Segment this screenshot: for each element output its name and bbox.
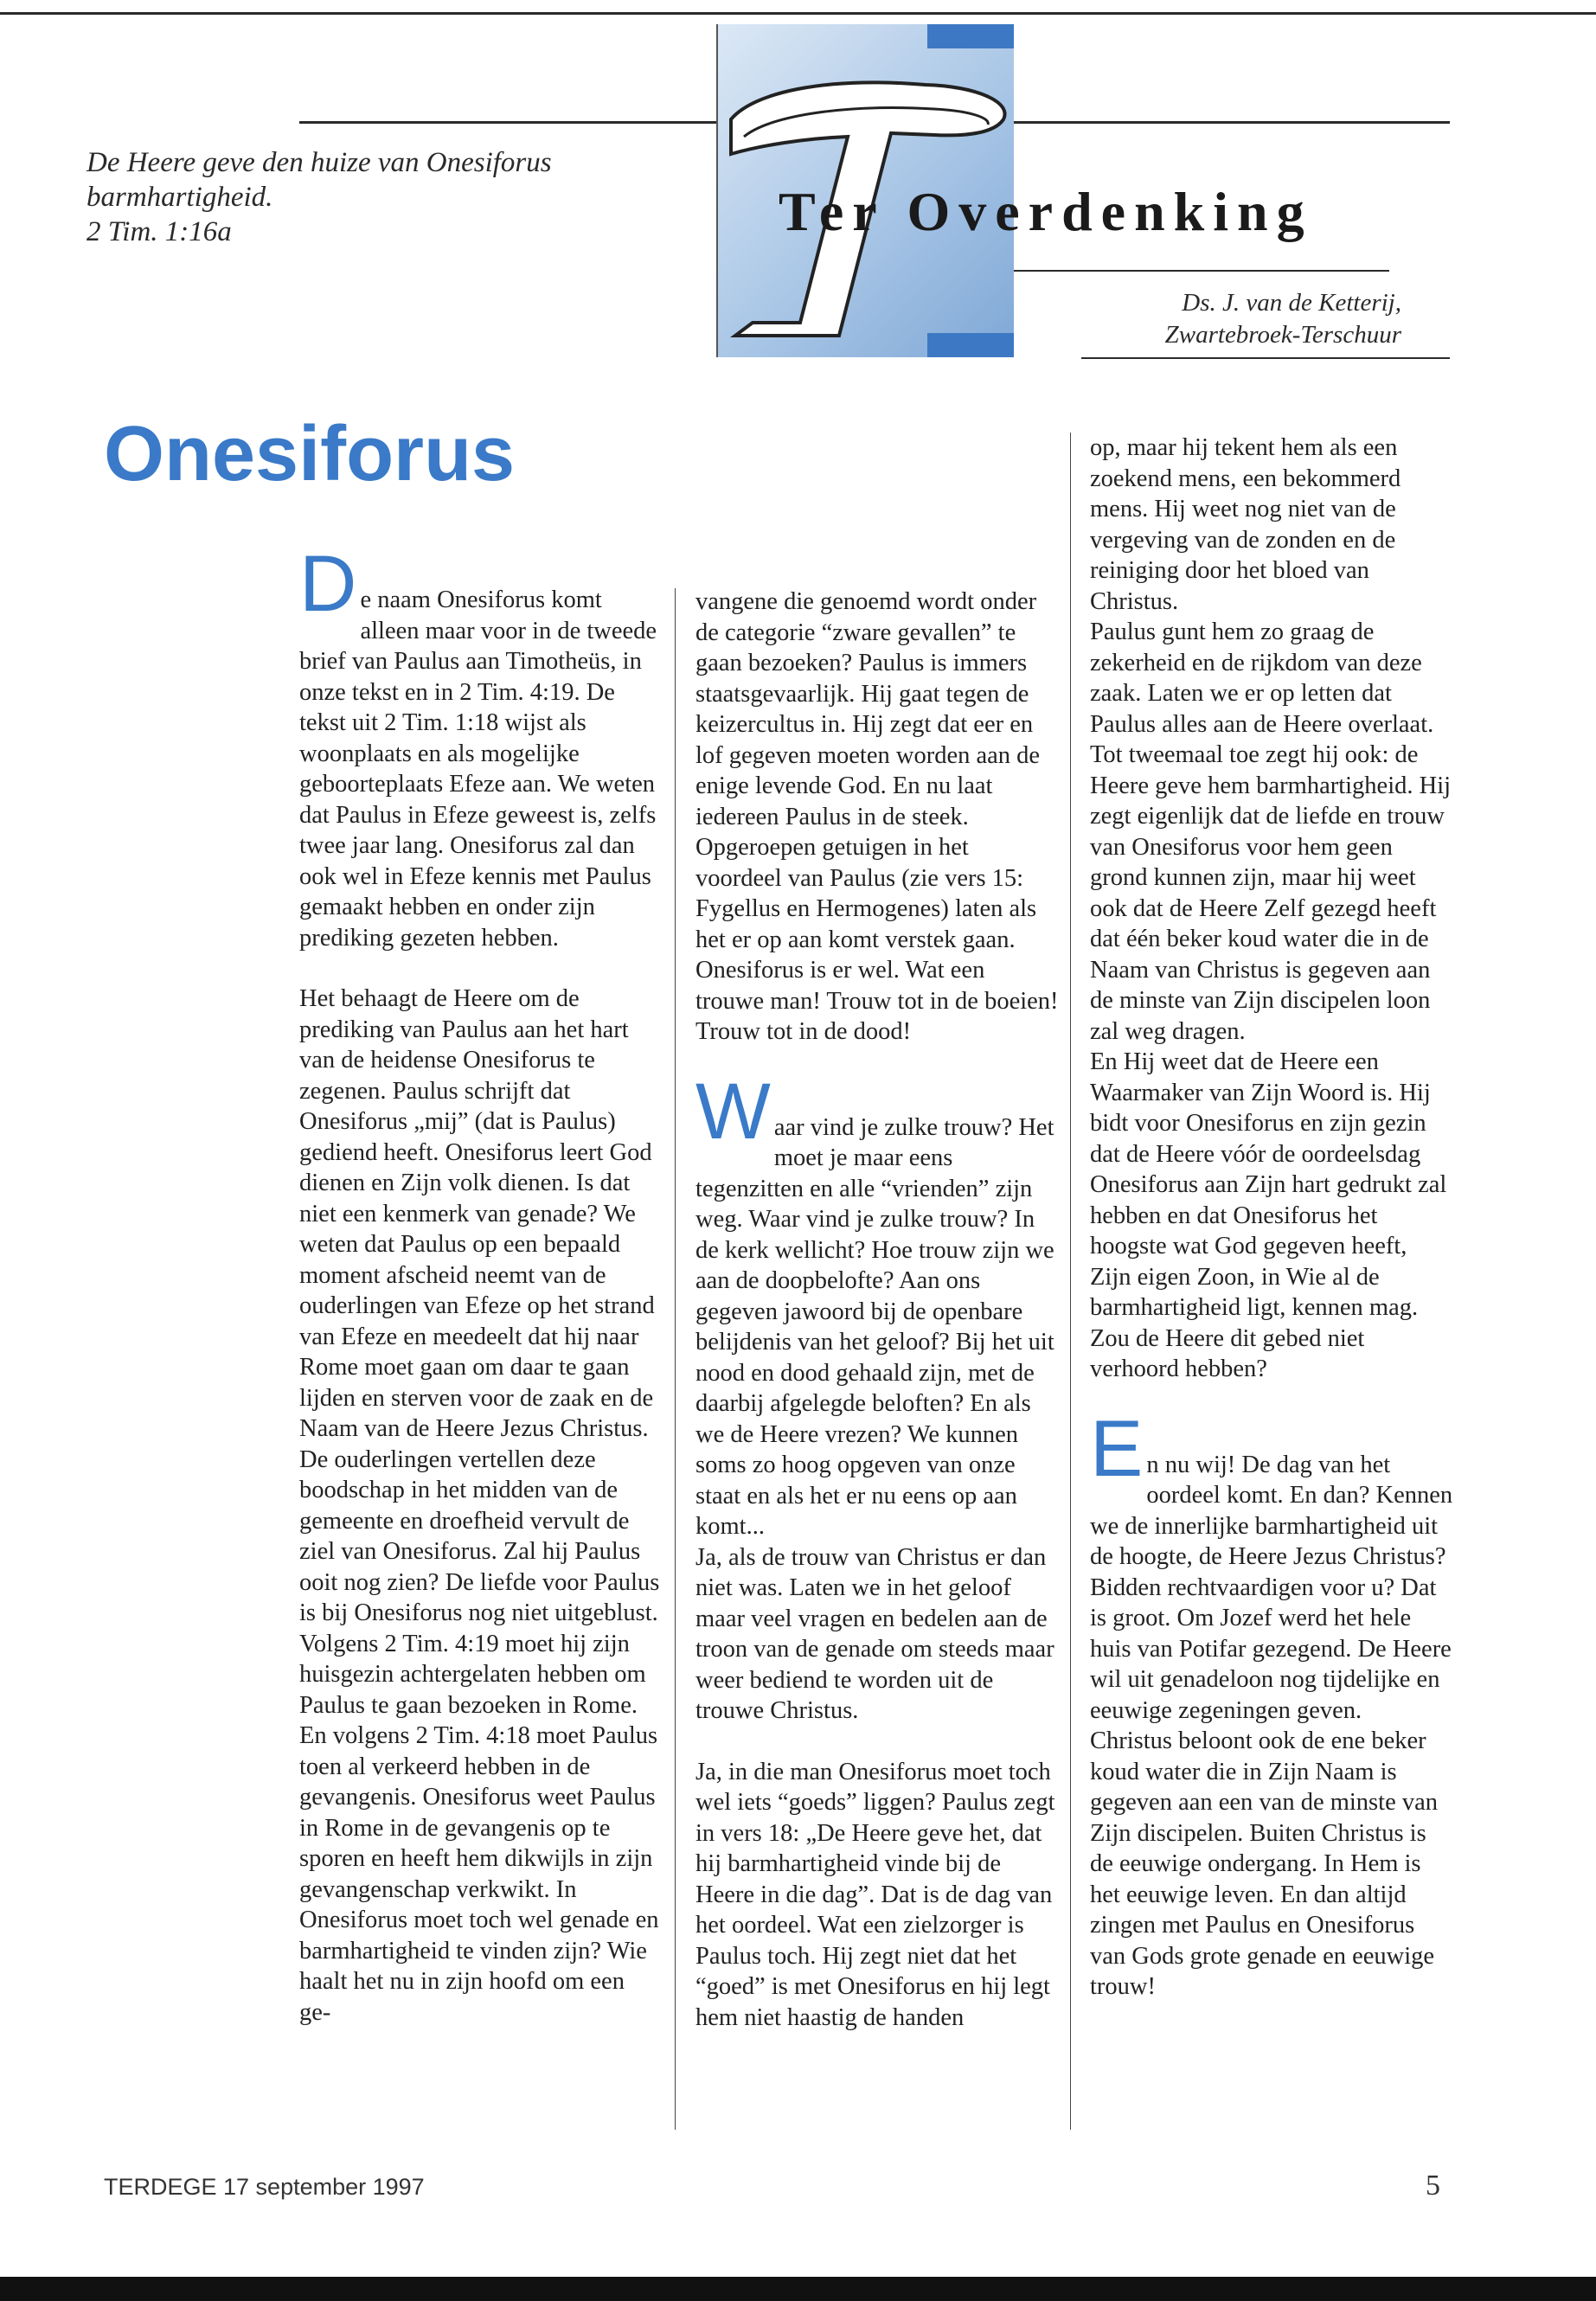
quote-line: De Heere geve den huize van Onesiforus — [87, 147, 552, 178]
column-divider — [675, 588, 676, 2130]
paragraph: Paulus gunt hem zo graag de zekerheid en de rijkdom van deze zaak. Laten we er op letten dat Paulus alles aan de Heere overlaat. Tot tweemaal toe zegt hij ook: de Heere geve hem barmhartigheid. Hij zegt eigenlijk dat de liefde en trouw van Onesiforus voor hem geen grond kunnen zijn, maar hij weet ook dat de Heere Zelf gezegd heeft dat één beker koud water die in de Naam van Christus is gegeven aan de minste van Zijn discipelen loon zal weg dragen. — [1090, 619, 1452, 1045]
column-divider — [1070, 433, 1071, 2130]
paragraph — [299, 540, 661, 953]
epigraph-quote — [87, 145, 709, 249]
paragraph — [1090, 1404, 1453, 1573]
drop-cap: D — [299, 540, 357, 628]
header-rule-left — [299, 121, 718, 124]
series-title: Ter Overdenking — [779, 181, 1313, 242]
paragraph: Christus beloont ook de ene beker koud water die in Zijn Naam is gegeven aan een van de minste van Zijn discipelen. Buiten Christus is de eeuwige ondergang. In Hem is het eeuwige leven. En dan altijd zingen met Paulus en Onesiforus van Gods grote genade en eeuwige trouw! — [1090, 1727, 1438, 2000]
drop-cap: W — [695, 1067, 771, 1156]
paragraph: En Hij weet dat de Heere een Waarmaker van Zijn Woord is. Hij bidt voor Onesiforus en zijn gezin dat de Heere vóór de oordeelsdag Onesiforus aan Zijn hart gedrukt zal hebben en dat Onesiforus het hoogste wat God gegeven heeft, Zijn eigen Zoon, in Wie al de barmhartigheid ligt, kennen mag. Zou de Heere dit gebed niet verhoord hebben? — [1090, 1048, 1447, 1382]
article-column-1 — [299, 540, 661, 2028]
paragraph: Het behaagt de Heere om de prediking van Paulus aan het hart van de heidense Onesiforus te zegenen. Paulus schrijft dat Onesiforus „mij” (dat is Paulus) gediend heeft. Onesiforus leert God dienen en Zijn volk dienen. Is dat niet een kenmerk van genade? We weten dat Paulus op een bepaald moment afscheid neemt van de ouderlingen van Efeze op het strand van Efeze en meedeelt dat hij naar Rome moet gaan om daar te gaan lijden en sterven voor de zaak en de Naam van de Heere Jezus Christus. De ouderlingen vertellen deze boodschap in het midden van de gemeente en droefheid vervult de ziel van Onesiforus. Zal hij Paulus ooit nog zien? De liefde voor Paulus is bij Onesiforus nog niet uitgeblust. Volgens 2 Tim. 4:19 moet hij zijn huisgezin achtergelaten hebben om Paulus te gaan bezoeken in Rome. En volgens 2 Tim. 4:18 moet Paulus toen al verkeerd hebben in de gevangenis. Onesiforus weet Paulus in Rome in de gevangenis op te sporen en heeft hem dikwijls in zijn gevangenschap verkwikt. In Onesiforus moet toch wel genade en barmhartigheid te vinden zijn? Wie haalt het nu in zijn hoofd om een ge- — [299, 985, 660, 2026]
article-column-2 — [695, 586, 1059, 2033]
title-rule — [1012, 270, 1389, 272]
bottom-scan-edge — [0, 2277, 1596, 2301]
paragraph — [695, 1067, 1059, 1542]
paragraph-text: aar vind je zulke trouw? Het moet je maar eens tegenzitten en alle “vrienden” zijn weg. Waar vind je zulke trouw? In de kerk wellicht? Hoe trouw zijn we aan de doopbelofte? Aan ons gegeven jawoord bij de openbare belijdenis van het geloof? Bij het uit nood en dood gehaald zijn, met de daarbij afgelegde beloften? En als we de Heere vrezen? We kunnen soms zo hoog opgeven van onze staat en als het er nu eens op aan komt... — [695, 1113, 1054, 1540]
article-title: Onesiforus — [104, 411, 516, 497]
paragraph-text: n nu wij! De dag van het oordeel komt. En dan? Kennen we de innerlijke barmhartigheid uit de hoogte, de Heere Jezus Christus? — [1090, 1451, 1453, 1570]
author-location: Zwartebroek-Terschuur — [1164, 321, 1401, 349]
paragraph-text: e naam Onesiforus komt alleen maar voor in de tweede brief van Paulus aan Timotheüs, in onze tekst en in 2 Tim. 4:19. De tekst uit 2 Tim. 1:18 wijst als woonplaats en als mogelijke geboorteplaats Efeze aan. We weten dat Paulus in Efeze geweest is, zelfs twee jaar lang. Onesiforus zal dan ook wel in Efeze kennis met Paulus gemaakt hebben en onder zijn prediking gezeten hebben. — [299, 586, 657, 952]
article-column-3 — [1090, 433, 1453, 2003]
drop-cap: E — [1090, 1404, 1144, 1493]
paragraph: vangene die genoemd wordt onder de categorie “zware gevallen” te gaan bezoeken? Paulus is immers staatsgevaarlijk. Hij gaat tegen de keizercultus in. Hij zegt dat eer en lof gegeven moeten worden aan de enige levende God. En nu laat iedereen Paulus in de steek. Opgeroepen getuigen in het voordeel van Paulus (zie vers 15: Fygellus en Hermogenes) laten als het er op aan komt verstek gaan. Onesiforus is er wel. Wat een trouwe man! Trouw tot in de boeien! Trouw tot in de dood! — [695, 588, 1059, 1045]
paragraph: Bidden rechtvaardigen voor u? Dat is groot. Om Jozef werd het hele huis van Potifar gezegend. De Heere wil uit genadeloon nog tijdelijke en eeuwige zegeningen geven. — [1090, 1574, 1452, 1724]
quote-line: barmhartigheid. — [87, 182, 273, 213]
author-rule — [1081, 357, 1450, 359]
paragraph: Ja, in die man Onesiforus moet toch wel iets “goeds” liggen? Paulus zegt in vers 18: „De Heere geve het, dat hij barmhartigheid vinde bij de Heere in die dag”. Dat is de dag van het oordeel. Wat een zielzorger is Paulus toch. Hij zegt niet dat het “goed” is met Onesiforus en hij legt hem niet haastig de handen — [695, 1758, 1055, 2031]
author-name: Ds. J. van de Ketterij, — [1182, 289, 1401, 317]
header-rule-right — [1012, 121, 1450, 124]
publication-footer: TERDEGE 17 september 1997 — [104, 2174, 425, 2200]
paragraph: op, maar hij tekent hem als een zoekend mens, een bekommerd mens. Hij weet nog niet van de vergeving van de zonden en de reiniging door het bloed van Christus. — [1090, 434, 1401, 615]
page-number: 5 — [1426, 2170, 1440, 2202]
author-byline — [986, 287, 1401, 351]
quote-reference: 2 Tim. 1:16a — [87, 216, 232, 247]
top-rule — [0, 12, 1596, 15]
paragraph: Ja, als de trouw van Christus er dan niet was. Laten we in het geloof maar veel vragen en bedelen aan de troon van de genade om steeds maar weer bediend te worden uit de trouwe Christus. — [695, 1543, 1054, 1724]
